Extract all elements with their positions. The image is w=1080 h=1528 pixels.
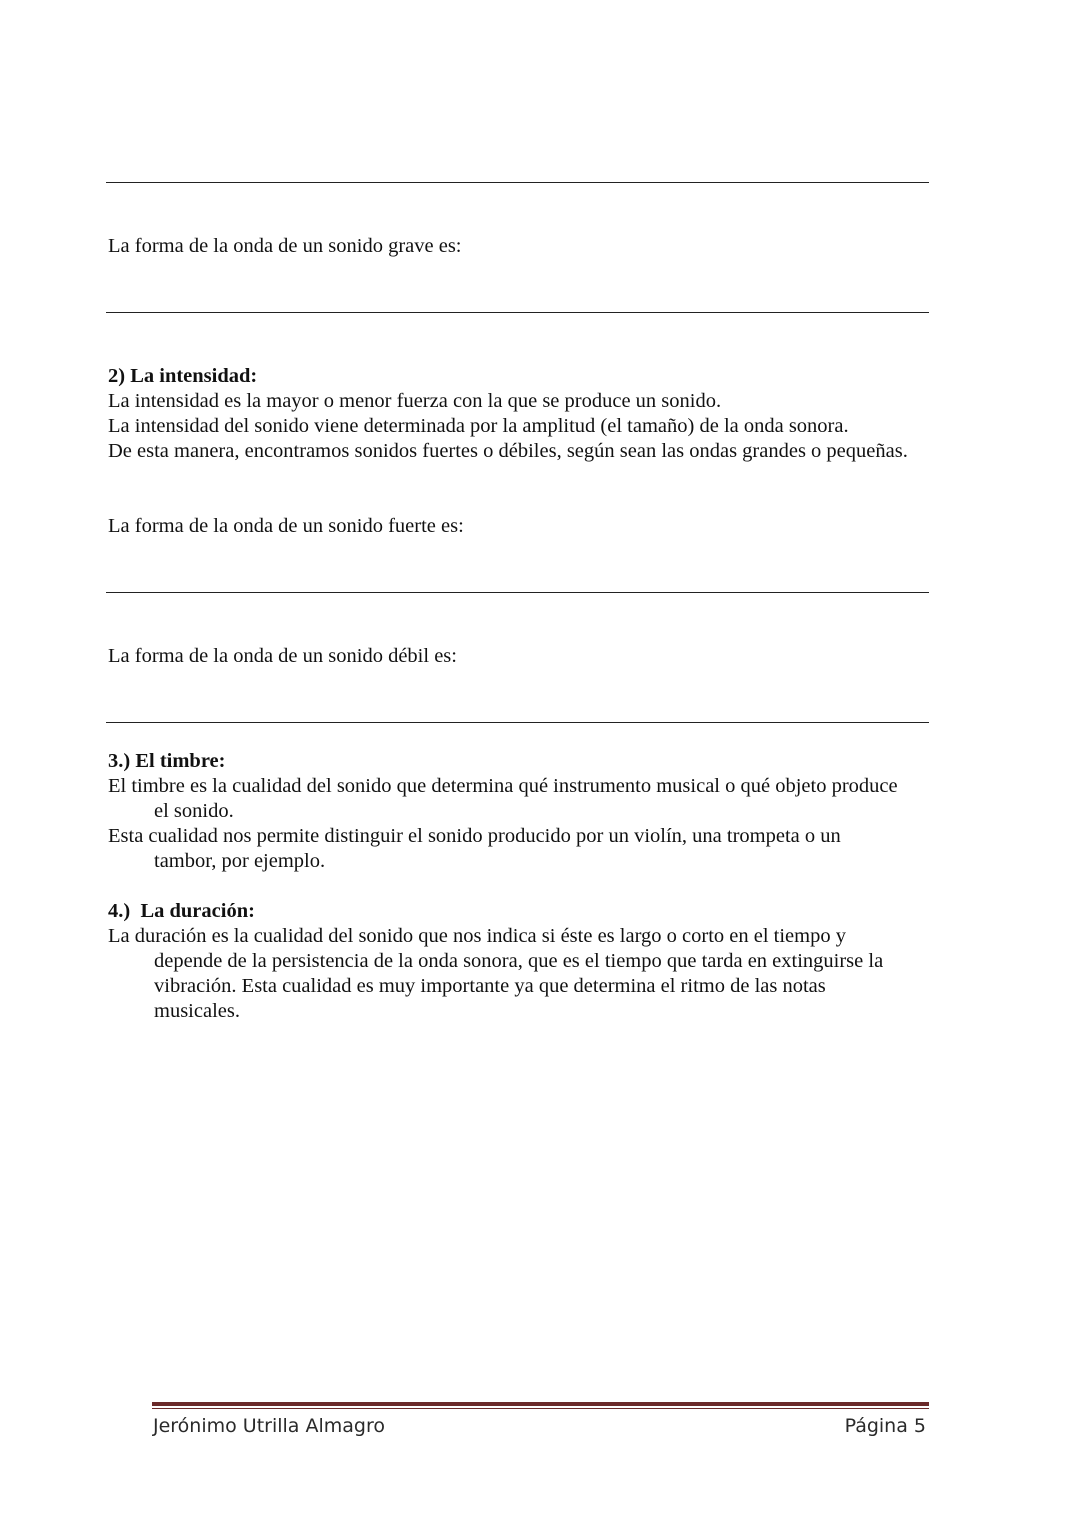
debil-wave-prompt: La forma de la onda de un sonido débil es: (108, 645, 457, 667)
paragraph: Esta cualidad nos permite distinguir el sonido producido por un violín, una trompeta o un tambor, por ejemplo. (108, 825, 841, 872)
footer-author: Jerónimo Utrilla Almagro (153, 1415, 385, 1437)
answer-line-grave (106, 312, 929, 313)
section-duracion (108, 899, 916, 1024)
grave-wave-prompt: La forma de la onda de un sonido grave es: (108, 235, 462, 257)
paragraph: La intensidad del sonido viene determinada por la amplitud (el tamaño) de la onda sonora. (108, 415, 849, 437)
footer-page-number: Página 5 (844, 1415, 926, 1437)
answer-line-top (106, 182, 929, 183)
section-intensidad (108, 364, 928, 464)
section-timbre (108, 749, 898, 874)
paragraph: La intensidad es la mayor o menor fuerza con la que se produce un sonido. (108, 390, 722, 412)
paragraph: El timbre es la cualidad del sonido que determina qué instrumento musical o qué objeto produce el sonido. (108, 775, 898, 822)
answer-line-fuerte (106, 592, 929, 593)
fuerte-wave-prompt: La forma de la onda de un sonido fuerte es: (108, 515, 464, 537)
footer-divider (152, 1402, 929, 1406)
section-heading-intensidad: 2) La intensidad: (108, 365, 258, 387)
section-heading-duracion: 4.) La duración: (108, 900, 255, 922)
answer-line-debil (106, 722, 929, 723)
footer-divider-thin (152, 1408, 929, 1409)
paragraph: La duración es la cualidad del sonido que nos indica si éste es largo o corto en el tiempo y depende de la persistencia de la onda sonora, que es el tiempo que tarda en extinguirse la vibración. Esta cualidad es muy importante ya que determina el ritmo de las notas musicales. (108, 925, 884, 1022)
paragraph: De esta manera, encontramos sonidos fuertes o débiles, según sean las ondas grandes o pequeñas. (108, 440, 908, 462)
section-heading-timbre: 3.) El timbre: (108, 750, 226, 772)
